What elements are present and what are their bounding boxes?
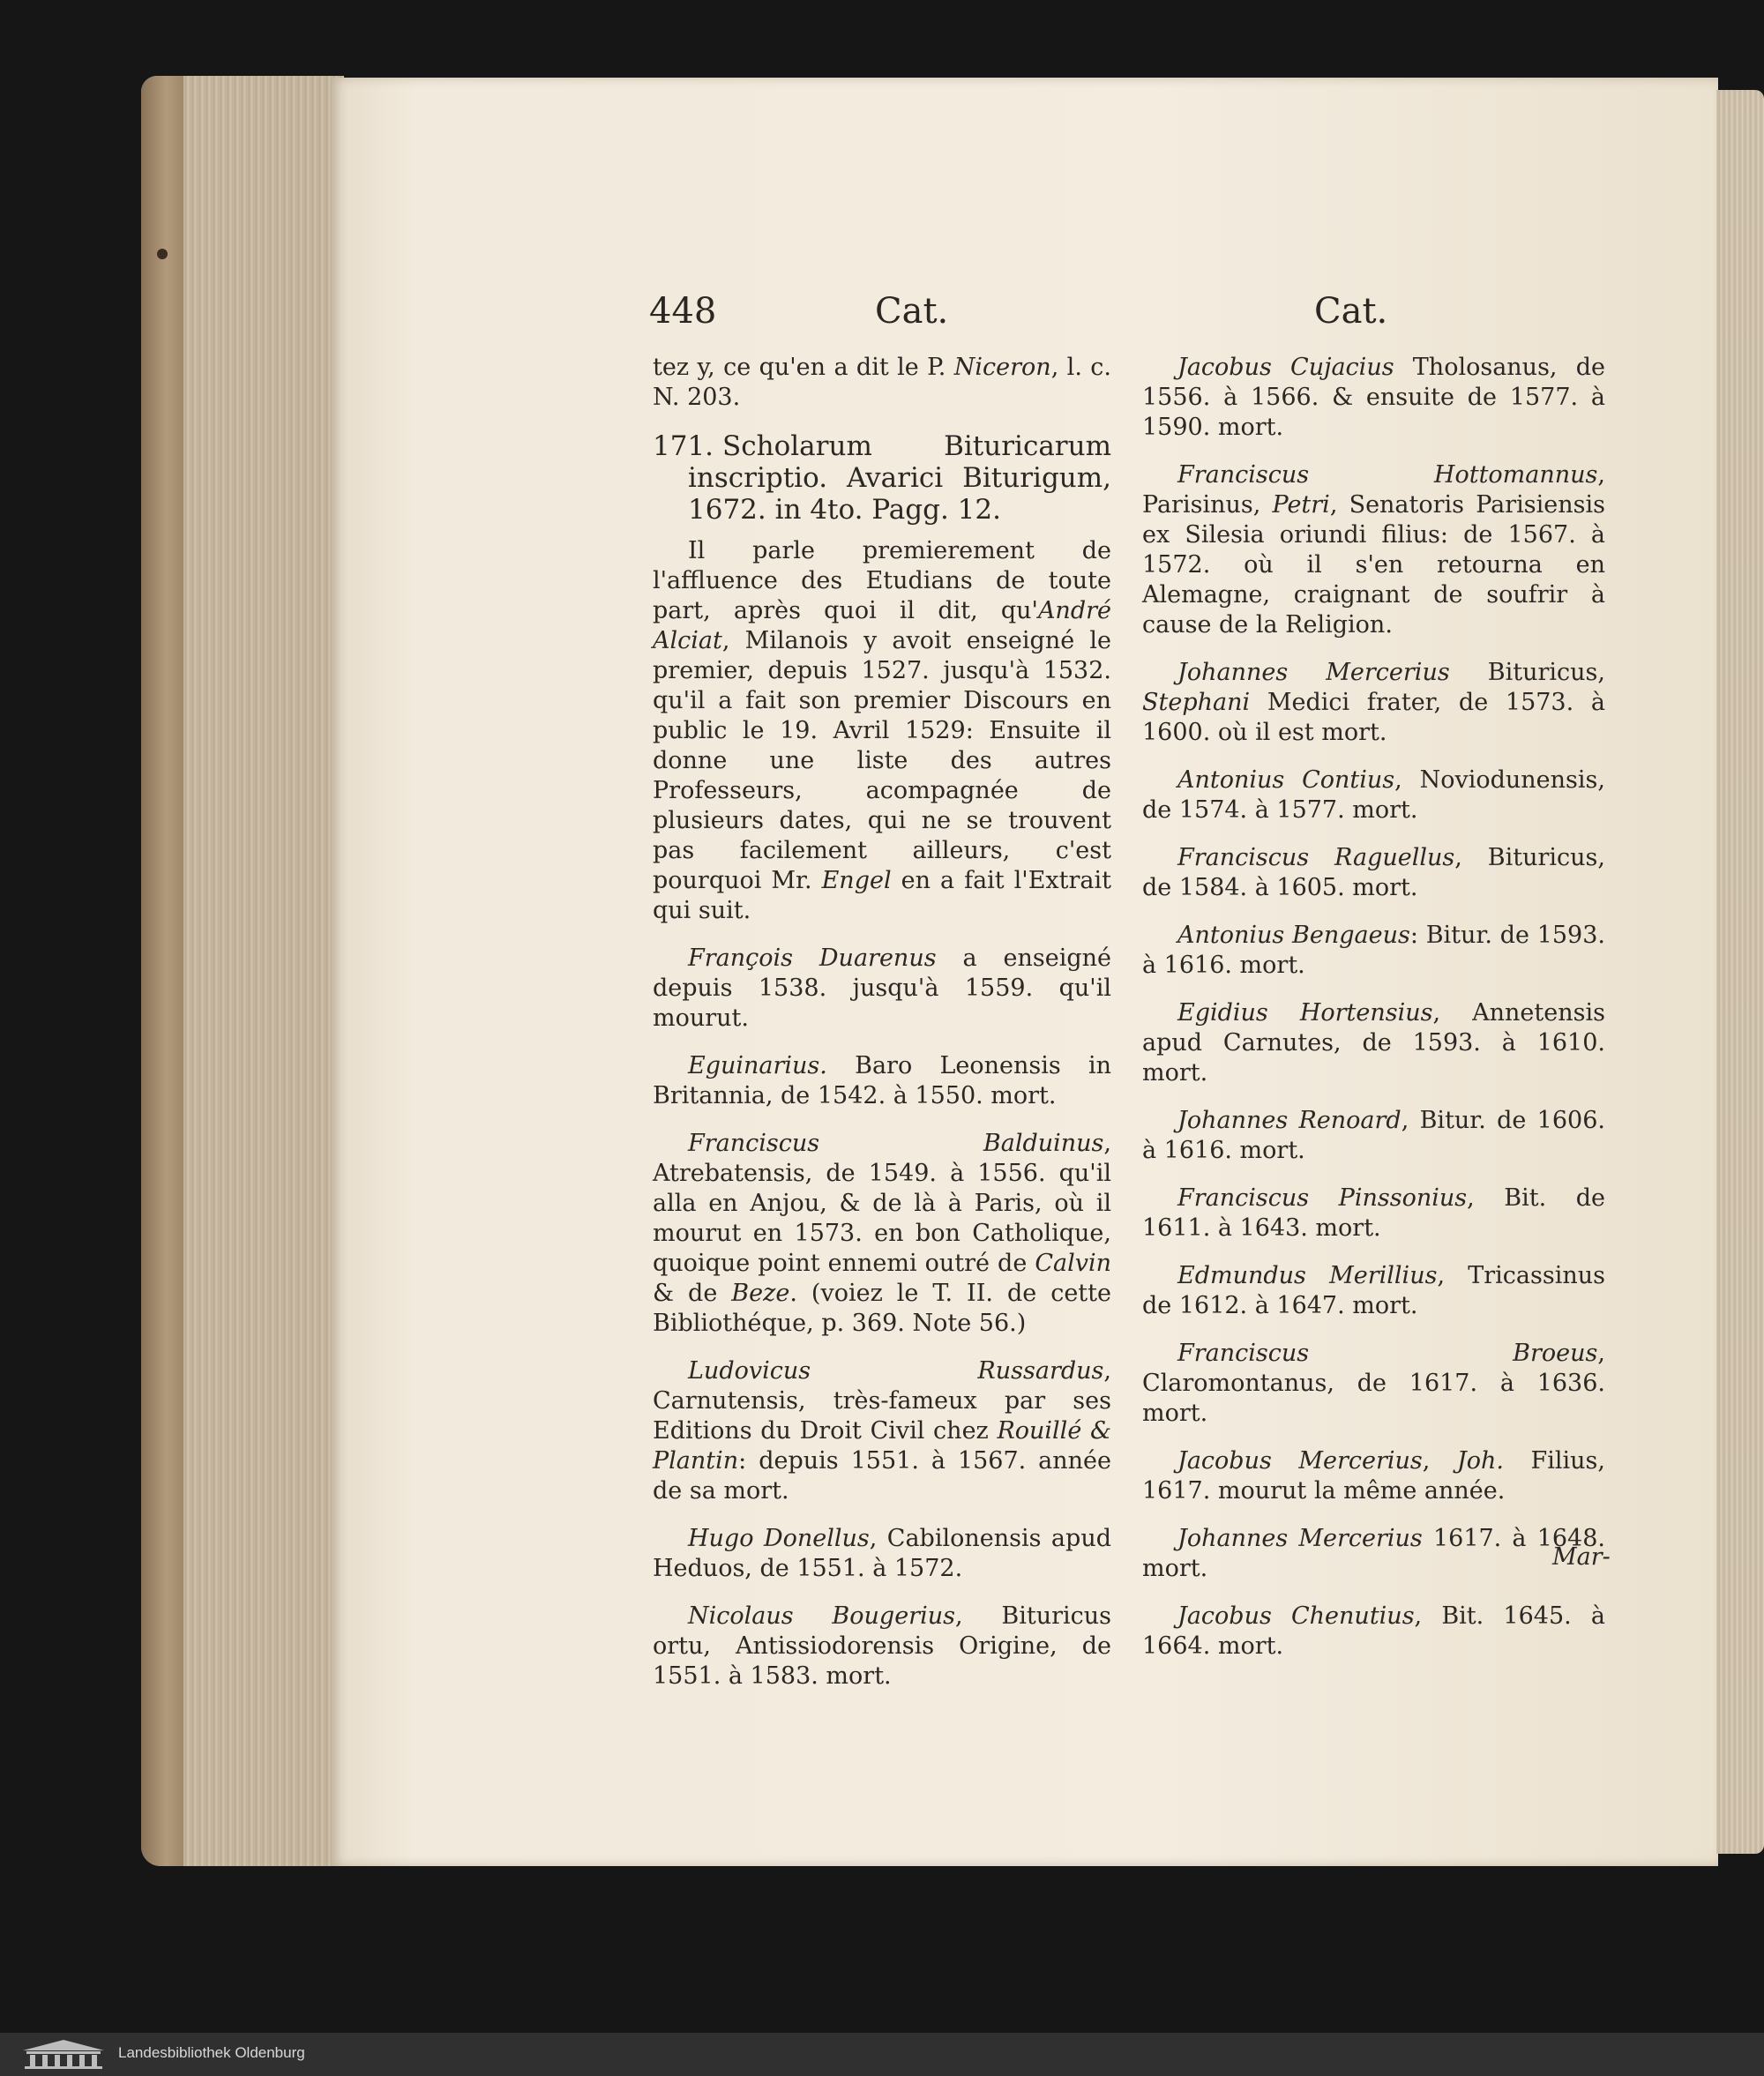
text-run: , Noviodunensis, de 1574. à 1577. mort.	[1142, 766, 1605, 824]
text-run: , Carnutensis, très-fameux par ses Editions du Droit Civil chez	[653, 1357, 1111, 1445]
paragraph	[653, 1051, 1111, 1111]
italic-name: Johannes Renoard	[1177, 1107, 1401, 1134]
paragraph	[1142, 998, 1605, 1088]
text-run: Bituricus,	[1449, 659, 1605, 686]
italic-name: André Alciat	[653, 597, 1111, 654]
paragraph	[653, 536, 1111, 926]
text-run: Tholosanus, de 1556. à 1566. & ensuite de 1577. à 1590. mort.	[1142, 354, 1605, 441]
paragraph	[653, 1129, 1111, 1339]
text-run: en a fait l'Extrait qui suit.	[653, 867, 1111, 924]
text-run: , Tricassinus de 1612. à 1647. mort.	[1142, 1262, 1605, 1319]
italic-name: Jacobus Mercerius	[1177, 1447, 1423, 1475]
italic-name: Antonius Bengaeus	[1177, 922, 1410, 949]
text-run: , Bituricus ortu, Antissiodorensis Origine, de 1551. à 1583. mort.	[653, 1602, 1111, 1690]
text-run: , Parisinus,	[1142, 461, 1605, 519]
paragraph	[1142, 921, 1605, 981]
text-run: tez y, ce qu'en a dit le P.	[653, 354, 954, 381]
paragraph	[1142, 765, 1605, 825]
italic-name: Edmundus Merillius	[1177, 1262, 1438, 1289]
italic-name: Joh.	[1456, 1447, 1504, 1475]
paragraph	[1142, 1524, 1605, 1584]
paragraph	[1142, 1261, 1605, 1321]
running-head-left: Cat.	[875, 291, 949, 332]
italic-name: Beze	[731, 1280, 790, 1307]
italic-name: Engel	[821, 867, 892, 894]
text-run: , Bitur. de 1606. à 1616. mort.	[1142, 1107, 1605, 1164]
library-building-icon	[19, 2038, 108, 2070]
paragraph	[1142, 1184, 1605, 1243]
text-run: , Milanois y avoit enseigné le premier, depuis 1527. jusqu'à 1532. qu'il a fait son premier Discours en public le 19. Avril 1529: Ensuite il donne une liste des autres Professeurs, acompagnée de plusieurs dates, qui ne se trouvent pas facilement ailleurs, c'est pourquoi Mr.	[653, 627, 1111, 894]
paragraph	[1142, 1446, 1605, 1506]
italic-name: Antonius Contius	[1177, 766, 1395, 794]
text-run: Medici frater, de 1573. à 1600. où il est mort.	[1142, 689, 1605, 746]
text-run: , Bituricus, de 1584. à 1605. mort.	[1142, 844, 1605, 901]
italic-name: Nicolaus Bougerius	[688, 1602, 955, 1630]
paragraph	[653, 1524, 1111, 1584]
paragraph	[1142, 1339, 1605, 1429]
italic-name: Rouillé & Plantin	[653, 1417, 1111, 1475]
entry-title	[653, 430, 1111, 526]
text-run: , Senatoris Parisiensis ex Silesia oriundi filius: de 1567. à 1572. où il s'en retourna en Alemagne, craignant de soufrir à cause de la Religion.	[1142, 491, 1606, 638]
running-head-right: Cat.	[1314, 291, 1388, 332]
italic-name: Johannes Mercerius	[1177, 659, 1450, 686]
catchword: Mar-	[1552, 1543, 1611, 1571]
italic-name: Jacobus Chenutius	[1177, 1602, 1415, 1630]
italic-name: Calvin	[1035, 1250, 1111, 1277]
book-cover-spine	[141, 76, 183, 1866]
italic-name: Franciscus Pinssonius	[1177, 1184, 1468, 1212]
text-run: , Annetensis apud Carnutes, de 1593. à 1610. mort.	[1142, 999, 1605, 1087]
text-run: 1617. à 1648. mort.	[1142, 1525, 1605, 1582]
italic-name: Niceron	[953, 354, 1051, 381]
entry-number: 171.	[653, 430, 714, 462]
text-run: & de	[653, 1280, 732, 1307]
italic-name: Franciscus Broeus	[1177, 1340, 1598, 1367]
italic-name: Jacobus Cujacius	[1177, 354, 1394, 381]
continued-paragraph	[653, 353, 1111, 413]
italic-name: Franciscus Raguellus	[1177, 844, 1455, 871]
right-column	[1142, 353, 1605, 1679]
italic-name: Eguinarius.	[688, 1052, 827, 1079]
cover-mark	[157, 249, 168, 259]
library-name: Landesbibliothek Oldenburg	[118, 2044, 305, 2061]
text-run: , Bit. de 1611. à 1643. mort.	[1142, 1184, 1605, 1242]
italic-name: François Duarenus	[688, 945, 937, 972]
italic-name: Hugo Donellus	[688, 1525, 870, 1552]
paragraph	[1142, 353, 1605, 443]
text-run: : Bitur. de 1593. à 1616. mort.	[1142, 922, 1605, 979]
text-run: Il parle premierement de l'affluence des Etudians de toute part, après quoi il dit, qu'	[653, 537, 1111, 624]
text-run: ,	[1422, 1447, 1457, 1475]
text-run: , Atrebatensis, de 1549. à 1556. qu'il alla en Anjou, & de là à Paris, où il mourut en 1573. en bon Catholique, quoique point ennemi outré de	[653, 1130, 1111, 1277]
paragraph	[653, 1602, 1111, 1691]
paragraph	[1142, 1106, 1605, 1166]
italic-name: Petri	[1272, 491, 1330, 519]
italic-name: Johannes Mercerius	[1177, 1525, 1423, 1552]
left-column	[653, 353, 1111, 1709]
paragraph	[653, 944, 1111, 1034]
text-run: a enseigné depuis 1538. jusqu'à 1559. qu'il mourut.	[653, 945, 1111, 1032]
italic-name: Ludovicus Russardus	[688, 1357, 1104, 1385]
paragraph	[1142, 658, 1605, 748]
text-run: . (voiez le T. II. de cette Bibliothéque, p. 369. Note 56.)	[653, 1280, 1111, 1337]
italic-name: Stephani	[1142, 689, 1251, 716]
entry-title-text: Scholarum Bituricarum inscriptio. Avarici Biturigum, 1672. in 4to. Pagg. 12.	[688, 430, 1111, 526]
text-run: , Claromontanus, de 1617. à 1636. mort.	[1142, 1340, 1605, 1427]
text-run: Filius, 1617. mourut la même année.	[1142, 1447, 1605, 1505]
text-run: , Bit. 1645. à 1664. mort.	[1142, 1602, 1605, 1660]
paragraph	[1142, 1602, 1605, 1662]
text-run: , l. c. N. 203.	[653, 354, 1111, 411]
italic-name: Egidius Hortensius	[1177, 999, 1433, 1027]
text-run: , Cabilonensis apud Heduos, de 1551. à 1572.	[653, 1525, 1111, 1582]
italic-name: Franciscus Balduinus	[688, 1130, 1104, 1157]
footer-bar	[0, 2033, 1764, 2076]
page-number: 448	[649, 291, 717, 332]
paragraph	[653, 1356, 1111, 1506]
facing-page-edge	[1716, 90, 1764, 1854]
paragraph	[1142, 460, 1605, 640]
text-run: : depuis 1551. à 1567. année de sa mort.	[653, 1447, 1111, 1505]
text-run: Baro Leonensis in Britannia, de 1542. à 1550. mort.	[653, 1052, 1111, 1109]
paragraph	[1142, 843, 1605, 903]
italic-name: Franciscus Hottomannus	[1177, 461, 1598, 489]
